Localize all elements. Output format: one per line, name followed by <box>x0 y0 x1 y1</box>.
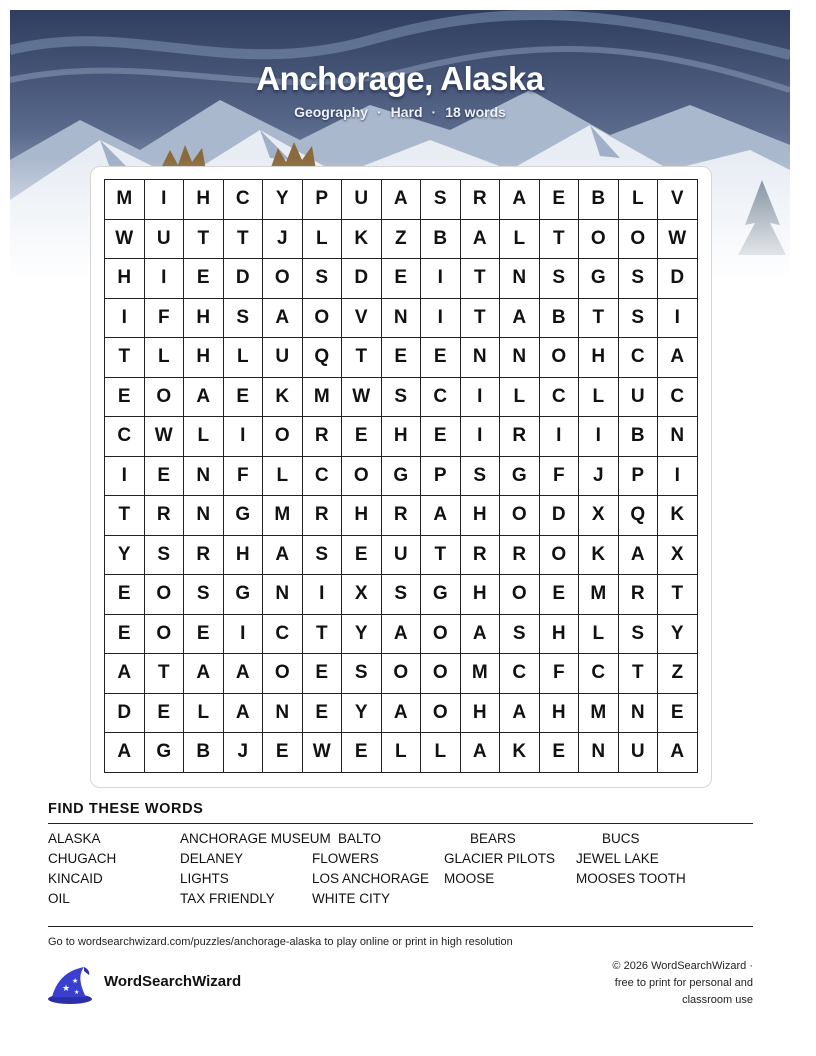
grid-cell: H <box>224 536 264 576</box>
grid-cell: U <box>145 220 185 260</box>
grid-cell: B <box>540 299 580 339</box>
grid-cell: G <box>421 575 461 615</box>
grid-cell: R <box>303 417 343 457</box>
grid-cell: X <box>579 496 619 536</box>
grid-cell: A <box>461 733 501 773</box>
grid-cell: A <box>382 615 422 655</box>
grid-cell: N <box>263 694 303 734</box>
grid-cell: H <box>540 694 580 734</box>
grid-cell: J <box>579 457 619 497</box>
word-list-item: MOOSES TOOTH <box>576 871 686 886</box>
grid-cell: O <box>382 654 422 694</box>
grid-cell: A <box>382 694 422 734</box>
word-list-heading: FIND THESE WORDS <box>48 801 204 817</box>
grid-cell: A <box>461 615 501 655</box>
grid-cell: N <box>619 694 659 734</box>
grid-cell: S <box>145 536 185 576</box>
grid-cell: O <box>263 259 303 299</box>
grid-cell: A <box>184 378 224 418</box>
grid-cell: I <box>105 299 145 339</box>
grid-cell: E <box>145 457 185 497</box>
grid-cell: G <box>500 457 540 497</box>
grid-cell: W <box>303 733 343 773</box>
grid-cell: I <box>105 457 145 497</box>
grid-cell: N <box>500 338 540 378</box>
grid-cell: O <box>579 220 619 260</box>
grid-cell: A <box>224 654 264 694</box>
grid-cell: A <box>105 654 145 694</box>
grid-cell: W <box>342 378 382 418</box>
word-list-item: FLOWERS <box>312 851 379 866</box>
grid-cell: I <box>421 299 461 339</box>
grid-cell: S <box>382 575 422 615</box>
divider <box>48 926 753 927</box>
copyright-line: © 2026 WordSearchWizard · <box>612 960 753 972</box>
grid-cell: O <box>145 378 185 418</box>
grid-cell: O <box>303 299 343 339</box>
word-list-item: ANCHORAGE MUSEUM <box>180 831 331 846</box>
grid-cell: S <box>461 457 501 497</box>
category-label: Geography <box>294 104 368 120</box>
grid-cell: E <box>303 654 343 694</box>
grid-cell: B <box>579 180 619 220</box>
grid-cell: N <box>579 733 619 773</box>
grid-cell: K <box>342 220 382 260</box>
meta-separator: · <box>376 104 382 120</box>
grid-cell: I <box>658 299 698 339</box>
grid-cell: O <box>540 338 580 378</box>
svg-text:★: ★ <box>62 984 71 994</box>
grid-cell: D <box>658 259 698 299</box>
grid-cell: E <box>421 338 461 378</box>
word-list-item: LIGHTS <box>180 871 229 886</box>
grid-cell: N <box>382 299 422 339</box>
grid-cell: E <box>105 615 145 655</box>
grid-cell: S <box>184 575 224 615</box>
grid-cell: Y <box>342 615 382 655</box>
grid-cell: S <box>303 536 343 576</box>
grid-cell: O <box>145 575 185 615</box>
grid-cell: N <box>461 338 501 378</box>
svg-text:★: ★ <box>74 989 80 996</box>
word-list-item: MOOSE <box>444 871 495 886</box>
divider <box>48 823 753 824</box>
svg-text:★: ★ <box>72 977 79 985</box>
grid-cell: C <box>421 378 461 418</box>
grid-cell: R <box>500 417 540 457</box>
grid-cell: S <box>421 180 461 220</box>
grid-cell: C <box>500 654 540 694</box>
word-list-item: BUCS <box>602 831 640 846</box>
grid-cell: K <box>500 733 540 773</box>
grid-cell: P <box>303 180 343 220</box>
wizard-hat-icon <box>46 963 94 1005</box>
grid-cell: E <box>303 694 343 734</box>
footer-url-text: Go to wordsearchwizard.com/puzzles/anchorage-alaska to play online or print in high resolution <box>48 936 513 948</box>
grid-cell: Z <box>658 654 698 694</box>
copyright-line: classroom use <box>682 994 753 1006</box>
grid-cell: O <box>540 536 580 576</box>
grid-cell: G <box>145 733 185 773</box>
grid-cell: W <box>658 220 698 260</box>
letter-grid <box>104 179 698 773</box>
grid-cell: T <box>461 299 501 339</box>
grid-cell: R <box>619 575 659 615</box>
word-list-item: WHITE CITY <box>312 891 390 906</box>
word-list-item: OIL <box>48 891 70 906</box>
grid-cell: S <box>342 654 382 694</box>
grid-cell: E <box>263 733 303 773</box>
grid-cell: H <box>382 417 422 457</box>
grid-cell: T <box>105 496 145 536</box>
grid-cell: S <box>619 615 659 655</box>
grid-cell: O <box>263 417 303 457</box>
grid-cell: L <box>145 338 185 378</box>
grid-cell: A <box>658 338 698 378</box>
grid-cell: H <box>184 180 224 220</box>
grid-cell: E <box>342 417 382 457</box>
grid-cell: J <box>224 733 264 773</box>
grid-cell: S <box>382 378 422 418</box>
grid-cell: R <box>184 536 224 576</box>
grid-cell: F <box>540 654 580 694</box>
grid-cell: U <box>619 733 659 773</box>
grid-cell: M <box>303 378 343 418</box>
grid-cell: A <box>263 299 303 339</box>
grid-cell: B <box>421 220 461 260</box>
word-list-item: CHUGACH <box>48 851 117 866</box>
grid-cell: T <box>145 654 185 694</box>
grid-cell: A <box>500 299 540 339</box>
grid-cell: A <box>184 654 224 694</box>
grid-cell: F <box>145 299 185 339</box>
grid-cell: B <box>184 733 224 773</box>
grid-cell: R <box>500 536 540 576</box>
grid-cell: Y <box>263 180 303 220</box>
grid-cell: O <box>342 457 382 497</box>
grid-cell: I <box>303 575 343 615</box>
puzzle-meta <box>0 104 800 120</box>
grid-cell: K <box>658 496 698 536</box>
grid-cell: T <box>342 338 382 378</box>
grid-cell: L <box>500 378 540 418</box>
grid-cell: E <box>342 733 382 773</box>
grid-cell: I <box>145 180 185 220</box>
grid-cell: G <box>382 457 422 497</box>
grid-cell: C <box>540 378 580 418</box>
grid-cell: S <box>500 615 540 655</box>
grid-cell: D <box>342 259 382 299</box>
grid-cell: Z <box>382 220 422 260</box>
grid-cell: E <box>145 694 185 734</box>
grid-cell: A <box>421 496 461 536</box>
grid-cell: Y <box>658 615 698 655</box>
grid-cell: E <box>342 536 382 576</box>
grid-cell: Q <box>619 496 659 536</box>
grid-cell: C <box>579 654 619 694</box>
grid-cell: T <box>184 220 224 260</box>
grid-cell: R <box>303 496 343 536</box>
grid-cell: G <box>224 496 264 536</box>
grid-cell: A <box>382 180 422 220</box>
copyright-notice <box>553 958 753 1009</box>
grid-cell: P <box>421 457 461 497</box>
puzzle-title: Anchorage, Alaska <box>256 60 544 97</box>
grid-cell: H <box>540 615 580 655</box>
grid-cell: U <box>382 536 422 576</box>
grid-cell: L <box>579 615 619 655</box>
grid-cell: O <box>263 654 303 694</box>
grid-cell: H <box>579 338 619 378</box>
grid-cell: O <box>145 615 185 655</box>
grid-cell: H <box>461 575 501 615</box>
grid-cell: H <box>184 338 224 378</box>
grid-cell: H <box>461 694 501 734</box>
grid-cell: E <box>105 575 145 615</box>
grid-cell: Q <box>303 338 343 378</box>
word-list-item: BALTO <box>338 831 382 846</box>
grid-cell: W <box>105 220 145 260</box>
grid-cell: U <box>263 338 303 378</box>
grid-cell: V <box>658 180 698 220</box>
grid-cell: I <box>421 259 461 299</box>
grid-cell: D <box>224 259 264 299</box>
grid-cell: O <box>500 575 540 615</box>
grid-cell: A <box>658 733 698 773</box>
word-count-label: 18 words <box>445 104 506 120</box>
grid-cell: I <box>224 615 264 655</box>
grid-cell: Y <box>342 694 382 734</box>
word-list-item: DELANEY <box>180 851 244 866</box>
grid-cell: U <box>342 180 382 220</box>
grid-cell: S <box>303 259 343 299</box>
grid-cell: N <box>263 575 303 615</box>
grid-cell: G <box>579 259 619 299</box>
grid-cell: C <box>619 338 659 378</box>
grid-cell: N <box>184 457 224 497</box>
grid-cell: A <box>263 536 303 576</box>
grid-cell: F <box>540 457 580 497</box>
grid-cell: O <box>421 654 461 694</box>
grid-cell: L <box>224 338 264 378</box>
grid-cell: E <box>184 259 224 299</box>
grid-cell: O <box>500 496 540 536</box>
grid-cell: I <box>540 417 580 457</box>
grid-cell: K <box>263 378 303 418</box>
word-list-item: KINCAID <box>48 871 103 886</box>
brand-name: WordSearchWizard <box>104 973 242 990</box>
grid-cell: I <box>658 457 698 497</box>
grid-cell: D <box>105 694 145 734</box>
grid-cell: O <box>421 694 461 734</box>
grid-cell: U <box>619 378 659 418</box>
word-list-item: TAX FRIENDLY <box>180 891 275 906</box>
grid-cell: A <box>500 180 540 220</box>
grid-cell: T <box>421 536 461 576</box>
grid-cell: T <box>224 220 264 260</box>
grid-cell: I <box>145 259 185 299</box>
grid-cell: E <box>184 615 224 655</box>
grid-cell: S <box>619 299 659 339</box>
grid-cell: T <box>619 654 659 694</box>
grid-cell: L <box>303 220 343 260</box>
word-list-item: BEARS <box>470 831 516 846</box>
grid-cell: R <box>461 180 501 220</box>
grid-cell: R <box>145 496 185 536</box>
grid-cell: L <box>382 733 422 773</box>
grid-cell: V <box>342 299 382 339</box>
copyright-line: free to print for personal and <box>614 977 753 989</box>
grid-cell: H <box>342 496 382 536</box>
grid-cell: L <box>184 694 224 734</box>
word-list <box>48 831 753 915</box>
grid-cell: O <box>421 615 461 655</box>
grid-cell: H <box>105 259 145 299</box>
grid-cell: S <box>224 299 264 339</box>
grid-cell: T <box>105 338 145 378</box>
grid-cell: M <box>263 496 303 536</box>
grid-cell: A <box>500 694 540 734</box>
grid-cell: I <box>461 417 501 457</box>
grid-cell: O <box>619 220 659 260</box>
word-list-item: JEWEL LAKE <box>576 851 659 866</box>
grid-cell: H <box>184 299 224 339</box>
grid-cell: P <box>619 457 659 497</box>
grid-cell: I <box>461 378 501 418</box>
grid-cell: F <box>224 457 264 497</box>
grid-cell: E <box>224 378 264 418</box>
grid-cell: C <box>263 615 303 655</box>
grid-cell: M <box>461 654 501 694</box>
grid-cell: B <box>619 417 659 457</box>
grid-cell: X <box>342 575 382 615</box>
grid-cell: E <box>540 575 580 615</box>
grid-cell: T <box>303 615 343 655</box>
grid-cell: L <box>263 457 303 497</box>
grid-cell: L <box>421 733 461 773</box>
grid-cell: T <box>461 259 501 299</box>
grid-cell: S <box>540 259 580 299</box>
grid-cell: K <box>579 536 619 576</box>
grid-cell: L <box>184 417 224 457</box>
grid-cell: N <box>658 417 698 457</box>
word-list-item: LOS ANCHORAGE <box>312 871 430 886</box>
grid-cell: A <box>619 536 659 576</box>
difficulty-label: Hard <box>390 104 423 120</box>
grid-cell: A <box>105 733 145 773</box>
grid-cell: S <box>619 259 659 299</box>
grid-cell: E <box>658 694 698 734</box>
grid-cell: L <box>579 378 619 418</box>
grid-cell: A <box>461 220 501 260</box>
grid-cell: R <box>382 496 422 536</box>
grid-cell: M <box>105 180 145 220</box>
grid-cell: J <box>263 220 303 260</box>
grid-cell: R <box>461 536 501 576</box>
grid-cell: I <box>224 417 264 457</box>
grid-cell: E <box>382 338 422 378</box>
grid-cell: Y <box>105 536 145 576</box>
word-list-item: GLACIER PILOTS <box>444 851 556 866</box>
grid-cell: E <box>421 417 461 457</box>
grid-cell: H <box>461 496 501 536</box>
grid-cell: I <box>579 417 619 457</box>
grid-cell: T <box>658 575 698 615</box>
grid-cell: A <box>224 694 264 734</box>
grid-cell: W <box>145 417 185 457</box>
grid-cell: E <box>540 180 580 220</box>
grid-cell: L <box>619 180 659 220</box>
grid-cell: X <box>658 536 698 576</box>
grid-cell: C <box>224 180 264 220</box>
grid-cell: D <box>540 496 580 536</box>
grid-cell: C <box>658 378 698 418</box>
grid-cell: M <box>579 575 619 615</box>
grid-cell: N <box>500 259 540 299</box>
grid-cell: L <box>500 220 540 260</box>
grid-cell: E <box>105 378 145 418</box>
grid-cell: E <box>382 259 422 299</box>
grid-cell: C <box>303 457 343 497</box>
grid-cell: G <box>224 575 264 615</box>
word-list-item: ALASKA <box>48 831 101 846</box>
grid-cell: E <box>540 733 580 773</box>
grid-cell: T <box>579 299 619 339</box>
grid-cell: C <box>105 417 145 457</box>
meta-separator: · <box>431 104 437 120</box>
grid-cell: T <box>540 220 580 260</box>
grid-cell: M <box>579 694 619 734</box>
grid-cell: N <box>184 496 224 536</box>
